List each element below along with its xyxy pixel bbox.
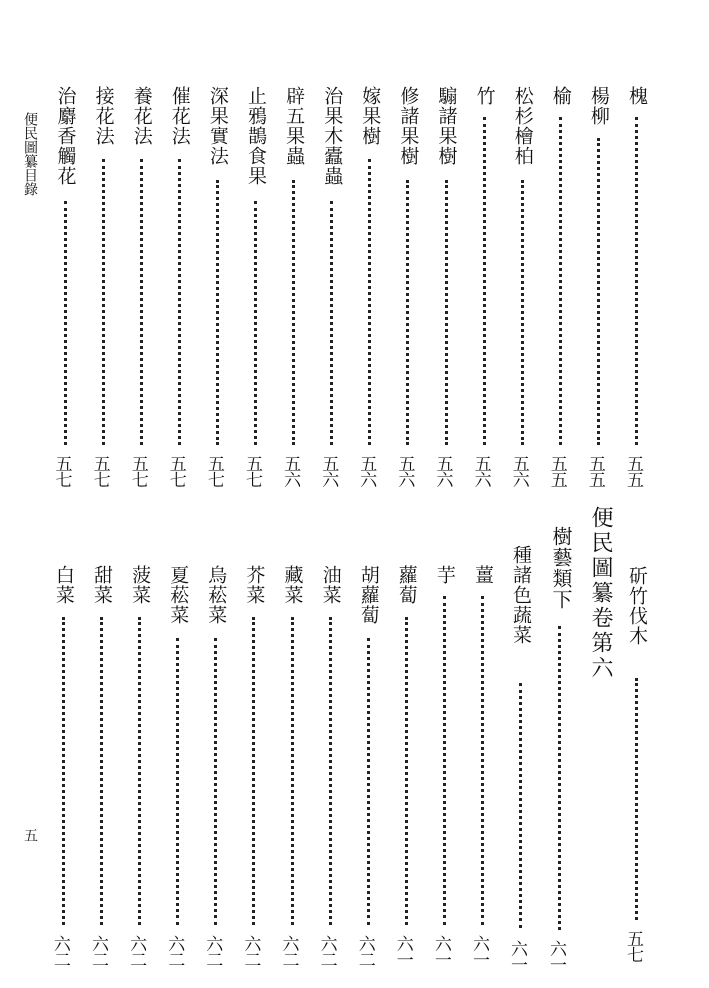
- dot-leader: [252, 617, 255, 925]
- toc-entry: [91, 86, 117, 486]
- dot-leader: [635, 678, 638, 920]
- toc-entry-title: 嫁果樹: [359, 86, 382, 146]
- toc-entry: [356, 565, 382, 971]
- toc-entry-title: 芋: [433, 565, 456, 585]
- toc-page-number: 六一: [546, 940, 566, 972]
- section-title: 樹藝類下: [549, 526, 573, 610]
- dot-leader: [62, 617, 65, 925]
- toc-page-number: 五六: [508, 455, 529, 487]
- toc-entry: [89, 565, 115, 971]
- dot-leader: [445, 180, 448, 445]
- toc-entry-title: 辟五果蟲: [283, 86, 306, 166]
- toc-entry-title: 松杉檜柏: [511, 86, 534, 166]
- dot-leader: [559, 117, 562, 445]
- toc-entry-title: 榆: [549, 86, 572, 106]
- running-head: 便民圖纂目錄: [22, 112, 38, 196]
- toc-page-number: 六二: [164, 935, 185, 967]
- toc-entry-title: 藏菜: [281, 565, 304, 605]
- toc-page-number: 六一: [469, 935, 489, 967]
- toc-page-number: 五七: [623, 930, 643, 962]
- toc-entry: [510, 86, 536, 486]
- dot-leader: [635, 117, 638, 445]
- toc-entry: [472, 86, 498, 486]
- toc-page-number: 五七: [51, 455, 72, 487]
- dot-leader: [138, 617, 141, 925]
- toc-entry: [432, 565, 458, 971]
- dot-leader: [405, 617, 408, 925]
- dot-leader: [597, 138, 600, 445]
- toc-page-number: 六二: [126, 935, 147, 967]
- toc-entry-title: 菠菜: [129, 565, 152, 605]
- toc-entry-title: 治果木蠹蟲: [321, 86, 344, 186]
- toc-entry-first: [624, 566, 650, 971]
- toc-page-number: 五七: [165, 455, 186, 487]
- dot-leader: [176, 638, 179, 925]
- toc-page-number: 六二: [316, 935, 337, 967]
- dot-leader: [102, 159, 105, 445]
- dot-leader: [100, 617, 103, 925]
- toc-page-number: 五七: [89, 455, 110, 487]
- toc-entry: [53, 86, 79, 486]
- toc-entry: [165, 565, 191, 971]
- dot-leader: [368, 159, 371, 445]
- dot-leader: [291, 617, 294, 925]
- section-entry: [547, 526, 573, 971]
- toc-entry-title: 芥菜: [243, 565, 266, 605]
- toc-entry: [129, 86, 155, 486]
- dot-leader: [140, 159, 143, 445]
- toc-page-number: 五六: [356, 455, 377, 487]
- toc-entry-title: 深果實法: [206, 86, 229, 166]
- toc-entry: [205, 86, 231, 486]
- dot-leader: [443, 596, 446, 925]
- toc-page-number: 五七: [203, 455, 224, 487]
- subsection-title: 種諸色蔬菜: [510, 545, 532, 645]
- toc-entry: [203, 565, 229, 971]
- toc-page-number: 五七: [242, 455, 262, 487]
- toc-page-number: 五六: [470, 455, 491, 487]
- toc-entry-title: 楊柳: [587, 86, 610, 126]
- toc-page-number: 六一: [392, 935, 413, 967]
- toc-page-number: 六二: [49, 935, 70, 967]
- toc-page-number: 五六: [280, 455, 301, 487]
- toc-entry-title: 薑: [472, 565, 494, 585]
- toc-entry-title: 養花法: [130, 86, 153, 146]
- toc-entry: [394, 565, 420, 971]
- toc-page-number: 六二: [354, 935, 375, 967]
- toc-entry: [395, 86, 421, 486]
- toc-page-number: 五六: [432, 455, 453, 487]
- subsection-entry: [508, 545, 534, 971]
- toc-page-number: 六二: [88, 935, 108, 967]
- toc-entry: [586, 86, 612, 486]
- toc-entry-title: 修諸果樹: [397, 86, 420, 166]
- toc-entry-title: 接花法: [92, 86, 115, 146]
- dot-leader: [558, 626, 561, 930]
- toc-entry-title: 催花法: [168, 86, 191, 146]
- dot-leader: [330, 201, 333, 445]
- dot-leader: [406, 180, 409, 445]
- dot-leader: [64, 201, 67, 445]
- toc-entry-title: 白菜: [52, 565, 75, 605]
- toc-page-number: 六二: [240, 935, 261, 967]
- toc-page-number: 五七: [127, 455, 148, 487]
- toc-entry: [434, 86, 460, 486]
- toc-entry: [470, 565, 496, 971]
- toc-entry: [167, 86, 193, 486]
- dot-leader: [214, 638, 217, 925]
- toc-entry-title: 斫竹伐木: [626, 566, 648, 646]
- dot-leader: [367, 638, 370, 925]
- toc-page-number: 五五: [584, 455, 605, 487]
- toc-page-number: 六二: [202, 935, 223, 967]
- toc-entry-title: 烏菘菜: [205, 565, 228, 625]
- toc-entry-title: 竹: [473, 86, 496, 106]
- toc-entry: [319, 86, 345, 486]
- folio: 五: [22, 828, 38, 842]
- toc-entry-title: 甜菜: [91, 565, 113, 605]
- dot-leader: [216, 180, 219, 445]
- toc-entry: [318, 565, 344, 971]
- toc-entry: [281, 86, 307, 486]
- toc-entry: [548, 86, 574, 486]
- dot-leader: [292, 180, 295, 445]
- toc-entry-title: 蘿蔔: [395, 565, 418, 605]
- toc-entry: [127, 565, 153, 971]
- dot-leader: [519, 683, 522, 928]
- dot-leader: [254, 201, 257, 445]
- toc-page-number: 五五: [623, 455, 643, 487]
- toc-entry-title: 槐: [626, 86, 648, 106]
- toc-page-number: 五六: [318, 455, 339, 487]
- dot-leader: [483, 117, 486, 445]
- toc-entry: [51, 565, 77, 971]
- toc-entry: [243, 86, 269, 486]
- toc-page-number: 五五: [546, 455, 567, 487]
- toc-page-number: 六一: [430, 935, 451, 967]
- volume-heading: 便民圖纂卷第六: [588, 506, 613, 681]
- dot-leader: [521, 180, 524, 445]
- toc-page-number: 五六: [394, 455, 415, 487]
- toc-entry-title: 止鴉鵲食果: [245, 86, 267, 186]
- toc-entry-title: 夏菘菜: [167, 565, 190, 625]
- toc-entry-title: 油菜: [319, 565, 342, 605]
- dot-leader: [178, 159, 181, 445]
- toc-entry: [241, 565, 267, 971]
- toc-page-number: 六二: [278, 935, 299, 967]
- toc-entry-title: 治麝香觸花: [54, 86, 77, 186]
- toc-entry: [624, 86, 650, 486]
- toc-entry-title: 騸諸果樹: [435, 86, 458, 166]
- toc-page-number: 六一: [507, 940, 527, 972]
- toc-entry: [280, 565, 306, 971]
- toc-entry: [357, 86, 383, 486]
- toc-entry-title: 胡蘿蔔: [357, 565, 380, 625]
- dot-leader: [481, 596, 484, 925]
- dot-leader: [329, 617, 332, 925]
